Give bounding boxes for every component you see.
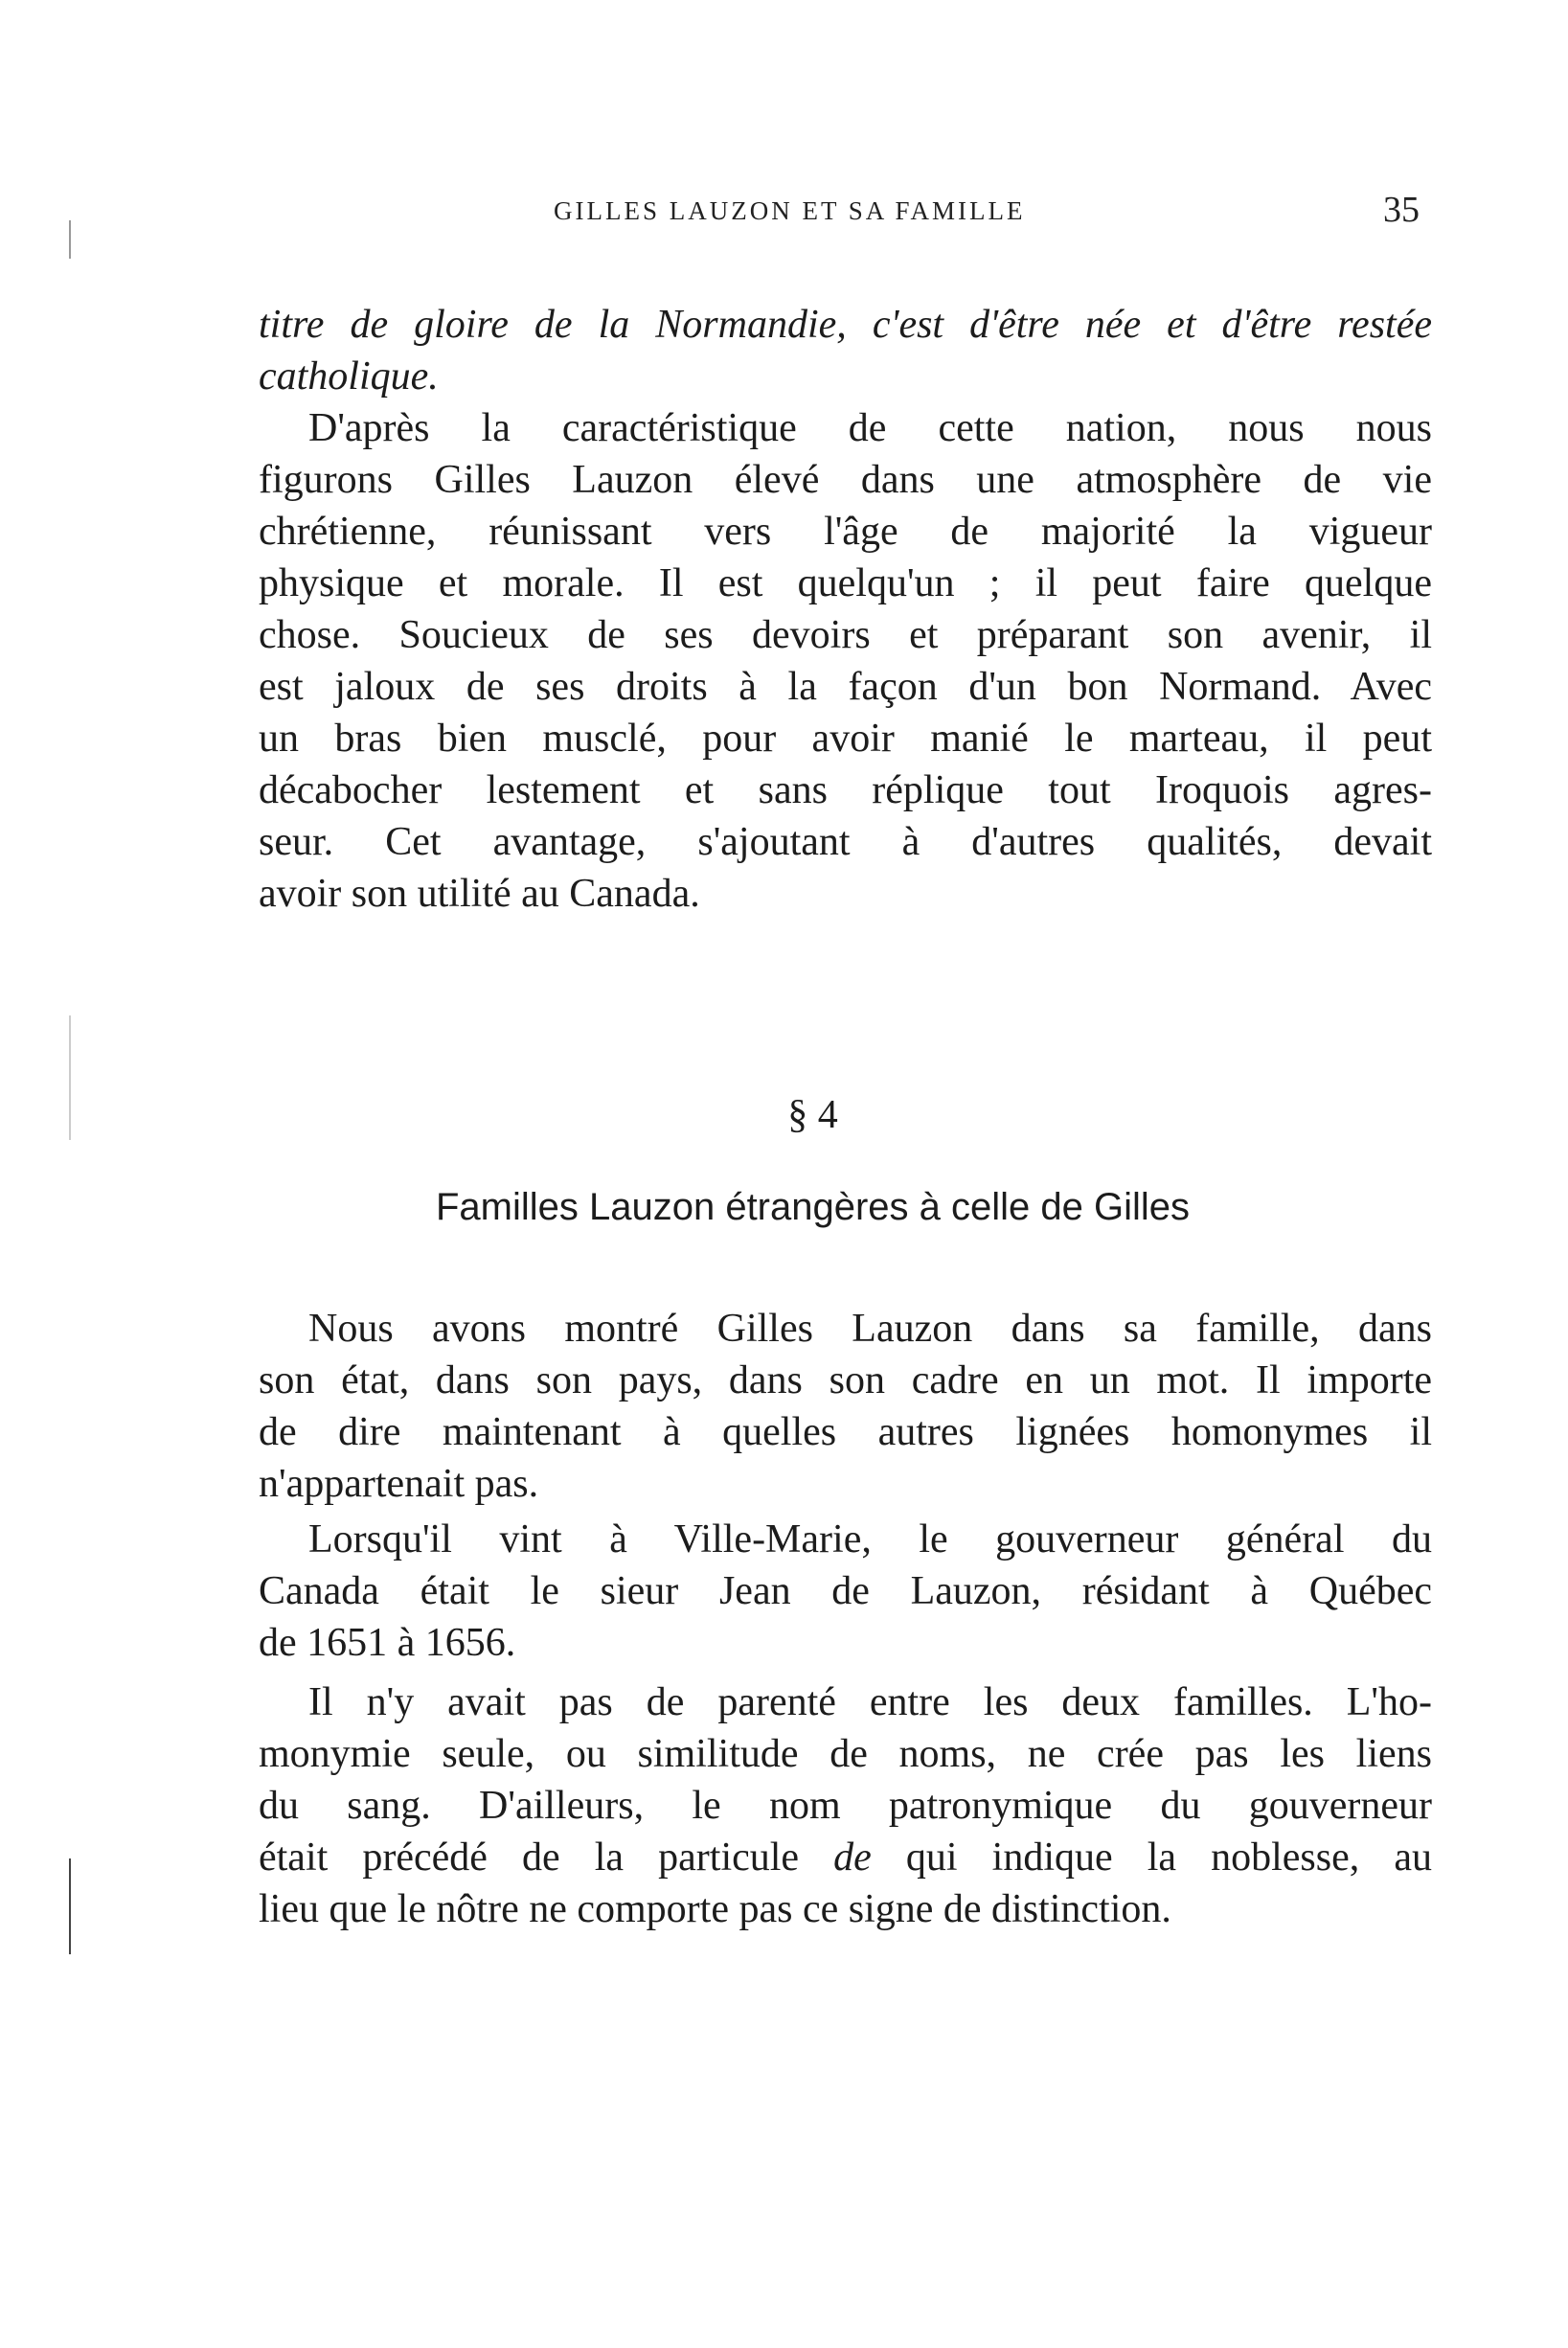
- text-line: figurons Gilles Lauzon élevé dans une atmosphère de vie: [259, 458, 1432, 502]
- text-line: catholique.: [259, 354, 439, 399]
- text-line: [259, 1832, 1432, 1883]
- text-line: décabocher lestement et sans réplique tout Iroquois agres-: [259, 768, 1432, 812]
- text-line: lieu que le nôtre ne comporte pas ce signe de distinction.: [259, 1887, 1171, 1931]
- text-segment: était précédé de la particule: [259, 1835, 834, 1880]
- running-title: GILLES LAUZON ET SA FAMILLE: [554, 196, 1026, 225]
- margin-mark: [69, 1858, 71, 1954]
- text-line: de 1651 à 1656.: [259, 1621, 516, 1665]
- text-line: physique et morale. Il est quelqu'un ; il peut faire quelque: [259, 561, 1432, 605]
- paragraph-governor: [259, 1514, 1432, 1669]
- text-line: de dire maintenant à quelles autres lignées homonymes il: [259, 1410, 1432, 1454]
- text-line: est jaloux de ses droits à la façon d'un bon Normand. Avec: [259, 665, 1432, 709]
- text-line: seur. Cet avantage, s'ajoutant à d'autres qualités, devait: [259, 820, 1432, 864]
- text-segment: qui indique la noblesse, au: [871, 1835, 1432, 1880]
- text-line: n'appartenait pas.: [259, 1462, 539, 1506]
- text-line: Lorsqu'il vint à Ville-Marie, le gouverneur général du: [308, 1517, 1432, 1562]
- text-line: Nous avons montré Gilles Lauzon dans sa famille, dans: [308, 1307, 1432, 1351]
- text-line: D'après la caractéristique de cette nation, nous nous: [308, 406, 1432, 450]
- continued-paragraph: [259, 299, 1432, 402]
- particle-de: de: [833, 1835, 872, 1880]
- paragraph-characteristics: [259, 402, 1432, 920]
- text-line: chose. Soucieux de ses devoirs et préparant son avenir, il: [259, 613, 1432, 657]
- paragraph-kinship: [259, 1676, 1432, 1935]
- paragraph-introduction: [259, 1303, 1432, 1510]
- text-line: monymie seule, ou similitude de noms, ne crée pas les liens: [259, 1732, 1432, 1776]
- text-line: chrétienne, réunissant vers l'âge de majorité la vigueur: [259, 510, 1432, 554]
- section-title: Familles Lauzon étrangères à celle de Gilles: [435, 1186, 1191, 1228]
- text-line: Il n'y avait pas de parenté entre les deux familles. L'ho-: [308, 1680, 1432, 1724]
- text-line: titre de gloire de la Normandie, c'est d'être née et d'être restée: [259, 303, 1432, 347]
- text-line: du sang. D'ailleurs, le nom patronymique du gouverneur: [259, 1784, 1432, 1828]
- text-line: un bras bien musclé, pour avoir manié le marteau, il peut: [259, 717, 1432, 761]
- text-line: avoir son utilité au Canada.: [259, 872, 700, 916]
- section-number: § 4: [787, 1093, 838, 1137]
- margin-mark: [69, 220, 71, 259]
- page-number: 35: [1383, 190, 1420, 230]
- text-line: son état, dans son pays, dans son cadre en un mot. Il importe: [259, 1358, 1432, 1402]
- text-line: Canada était le sieur Jean de Lauzon, résidant à Québec: [259, 1569, 1432, 1613]
